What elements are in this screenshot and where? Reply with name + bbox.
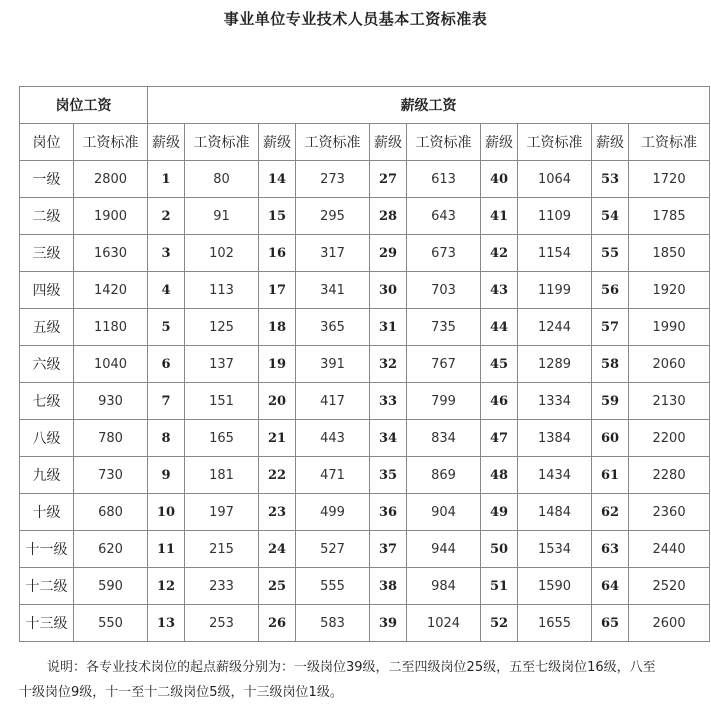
standard-column-header: 工资标准: [407, 124, 481, 161]
grade-pay-cell: 499: [296, 494, 370, 531]
grade-level-cell: 54: [592, 198, 629, 235]
grade-pay-cell: 137: [185, 346, 259, 383]
grade-level-cell: 42: [481, 235, 518, 272]
position-level-cell: 一级: [20, 161, 74, 198]
grade-level-cell: 26: [259, 605, 296, 642]
grade-level-cell: 63: [592, 531, 629, 568]
grade-pay-cell: 1064: [518, 161, 592, 198]
grade-pay-cell: 471: [296, 457, 370, 494]
grade-pay-cell: 984: [407, 568, 481, 605]
grade-level-cell: 23: [259, 494, 296, 531]
level-column-header: 薪级: [370, 124, 407, 161]
grade-level-cell: 64: [592, 568, 629, 605]
grade-pay-cell: 869: [407, 457, 481, 494]
table-row: [20, 420, 710, 457]
footnote-line: 说明：各专业技术岗位的起点薪级分别为：一级岗位39级，二至四级岗位25级，五至七级岗位16级，八至: [47, 660, 656, 675]
grade-pay-cell: 1199: [518, 272, 592, 309]
grade-level-cell: 40: [481, 161, 518, 198]
grade-level-cell: 57: [592, 309, 629, 346]
grade-level-cell: 44: [481, 309, 518, 346]
position-level-cell: 十三级: [20, 605, 74, 642]
grade-pay-cell: 1534: [518, 531, 592, 568]
grade-level-cell: 50: [481, 531, 518, 568]
position-level-cell: 十一级: [20, 531, 74, 568]
grade-pay-cell: 125: [185, 309, 259, 346]
grade-level-cell: 1: [148, 161, 185, 198]
grade-pay-cell: 165: [185, 420, 259, 457]
position-level-cell: 九级: [20, 457, 74, 494]
position-pay-cell: 930: [74, 383, 148, 420]
grade-level-cell: 17: [259, 272, 296, 309]
grade-level-cell: 13: [148, 605, 185, 642]
grade-pay-cell: 233: [185, 568, 259, 605]
grade-pay-cell: 151: [185, 383, 259, 420]
grade-pay-cell: 904: [407, 494, 481, 531]
grade-level-cell: 8: [148, 420, 185, 457]
grade-level-cell: 30: [370, 272, 407, 309]
grade-pay-cell: 2360: [629, 494, 710, 531]
grade-level-cell: 58: [592, 346, 629, 383]
table-row: [20, 383, 710, 420]
position-level-cell: 八级: [20, 420, 74, 457]
grade-level-cell: 51: [481, 568, 518, 605]
grade-pay-cell: 1334: [518, 383, 592, 420]
grade-level-cell: 41: [481, 198, 518, 235]
grade-level-cell: 45: [481, 346, 518, 383]
grade-pay-cell: 799: [407, 383, 481, 420]
grade-level-cell: 49: [481, 494, 518, 531]
grade-level-cell: 43: [481, 272, 518, 309]
grade-level-cell: 52: [481, 605, 518, 642]
grade-pay-cell: 2130: [629, 383, 710, 420]
grade-pay-cell: 1154: [518, 235, 592, 272]
grade-level-cell: 5: [148, 309, 185, 346]
position-pay-cell: 1040: [74, 346, 148, 383]
standard-column-header: 工资标准: [629, 124, 710, 161]
position-level-cell: 四级: [20, 272, 74, 309]
standard-column-header: 工资标准: [518, 124, 592, 161]
grade-level-cell: 32: [370, 346, 407, 383]
position-level-cell: 三级: [20, 235, 74, 272]
position-pay-cell: 780: [74, 420, 148, 457]
grade-level-cell: 3: [148, 235, 185, 272]
grade-level-cell: 56: [592, 272, 629, 309]
grade-level-cell: 47: [481, 420, 518, 457]
grade-pay-cell: 102: [185, 235, 259, 272]
grade-level-cell: 39: [370, 605, 407, 642]
grade-pay-cell: 317: [296, 235, 370, 272]
grade-pay-cell: 1785: [629, 198, 710, 235]
footnote: [19, 655, 699, 705]
position-level-cell: 十级: [20, 494, 74, 531]
grade-pay-cell: 555: [296, 568, 370, 605]
table-row: [20, 198, 710, 235]
grade-pay-cell: 1720: [629, 161, 710, 198]
grade-level-cell: 35: [370, 457, 407, 494]
table-row: [20, 494, 710, 531]
grade-pay-cell: 181: [185, 457, 259, 494]
position-pay-cell: 1630: [74, 235, 148, 272]
grade-pay-cell: 80: [185, 161, 259, 198]
grade-pay-cell: 944: [407, 531, 481, 568]
salary-table: [19, 86, 710, 642]
grade-level-cell: 20: [259, 383, 296, 420]
grade-pay-cell: 2060: [629, 346, 710, 383]
grade-pay-cell: 341: [296, 272, 370, 309]
position-pay-cell: 590: [74, 568, 148, 605]
grade-level-cell: 33: [370, 383, 407, 420]
footnote-line: 十级岗位9级，十一至十二级岗位5级，十三级岗位1级。: [19, 685, 343, 700]
table-row: [20, 161, 710, 198]
grade-pay-cell: 735: [407, 309, 481, 346]
grade-level-cell: 28: [370, 198, 407, 235]
table-row: [20, 568, 710, 605]
grade-pay-cell: 91: [185, 198, 259, 235]
grade-pay-cell: 253: [185, 605, 259, 642]
grade-level-cell: 55: [592, 235, 629, 272]
level-column-header: 薪级: [481, 124, 518, 161]
position-pay-cell: 680: [74, 494, 148, 531]
position-pay-cell: 620: [74, 531, 148, 568]
grade-pay-cell: 1024: [407, 605, 481, 642]
grade-pay-cell: 613: [407, 161, 481, 198]
grade-pay-cell: 443: [296, 420, 370, 457]
grade-level-cell: 59: [592, 383, 629, 420]
grade-level-cell: 15: [259, 198, 296, 235]
grade-level-cell: 9: [148, 457, 185, 494]
level-column-header: 薪级: [592, 124, 629, 161]
grade-level-cell: 10: [148, 494, 185, 531]
grade-pay-cell: 1850: [629, 235, 710, 272]
grade-pay-cell: 1484: [518, 494, 592, 531]
grade-level-cell: 48: [481, 457, 518, 494]
grade-pay-cell: 215: [185, 531, 259, 568]
grade-pay-cell: 1434: [518, 457, 592, 494]
grade-pay-cell: 1990: [629, 309, 710, 346]
grade-pay-cell: 703: [407, 272, 481, 309]
grade-pay-cell: 527: [296, 531, 370, 568]
grade-level-cell: 46: [481, 383, 518, 420]
grade-pay-cell: 2200: [629, 420, 710, 457]
table-row: [20, 457, 710, 494]
grade-level-cell: 6: [148, 346, 185, 383]
level-column-header: 薪级: [148, 124, 185, 161]
grade-level-cell: 11: [148, 531, 185, 568]
grade-level-cell: 61: [592, 457, 629, 494]
page-title: 事业单位专业技术人员基本工资标准表: [223, 10, 488, 28]
table-row: [20, 309, 710, 346]
grade-level-cell: 21: [259, 420, 296, 457]
grade-pay-cell: 1384: [518, 420, 592, 457]
position-pay-cell: 1900: [74, 198, 148, 235]
grade-level-cell: 7: [148, 383, 185, 420]
position-level-cell: 十二级: [20, 568, 74, 605]
grade-level-cell: 34: [370, 420, 407, 457]
grade-level-cell: 29: [370, 235, 407, 272]
grade-level-cell: 38: [370, 568, 407, 605]
position-level-cell: 六级: [20, 346, 74, 383]
grade-level-cell: 14: [259, 161, 296, 198]
table-row: [20, 531, 710, 568]
position-level-cell: 五级: [20, 309, 74, 346]
grade-pay-cell: 2440: [629, 531, 710, 568]
grade-level-cell: 24: [259, 531, 296, 568]
position-column-header: 岗位: [20, 124, 74, 161]
table-row: [20, 346, 710, 383]
grade-level-cell: 36: [370, 494, 407, 531]
grade-level-cell: 16: [259, 235, 296, 272]
grade-pay-cell: 391: [296, 346, 370, 383]
grade-pay-cell: 834: [407, 420, 481, 457]
grade-pay-cell: 1109: [518, 198, 592, 235]
grade-level-cell: 12: [148, 568, 185, 605]
grade-level-cell: 31: [370, 309, 407, 346]
grade-level-cell: 4: [148, 272, 185, 309]
grade-pay-cell: 673: [407, 235, 481, 272]
grade-salary-group-header: 薪级工资: [148, 87, 710, 124]
grade-level-cell: 18: [259, 309, 296, 346]
position-level-cell: 二级: [20, 198, 74, 235]
position-salary-group-header: 岗位工资: [20, 87, 148, 124]
standard-column-header: 工资标准: [74, 124, 148, 161]
grade-level-cell: 22: [259, 457, 296, 494]
grade-level-cell: 60: [592, 420, 629, 457]
grade-level-cell: 27: [370, 161, 407, 198]
grade-level-cell: 53: [592, 161, 629, 198]
grade-pay-cell: 113: [185, 272, 259, 309]
grade-level-cell: 65: [592, 605, 629, 642]
grade-pay-cell: 417: [296, 383, 370, 420]
grade-pay-cell: 583: [296, 605, 370, 642]
position-pay-cell: 550: [74, 605, 148, 642]
grade-pay-cell: 767: [407, 346, 481, 383]
table-row: [20, 605, 710, 642]
grade-level-cell: 25: [259, 568, 296, 605]
grade-pay-cell: 1655: [518, 605, 592, 642]
grade-level-cell: 2: [148, 198, 185, 235]
position-pay-cell: 1420: [74, 272, 148, 309]
position-pay-cell: 1180: [74, 309, 148, 346]
grade-pay-cell: 1590: [518, 568, 592, 605]
position-level-cell: 七级: [20, 383, 74, 420]
level-column-header: 薪级: [259, 124, 296, 161]
grade-pay-cell: 643: [407, 198, 481, 235]
grade-pay-cell: 1289: [518, 346, 592, 383]
standard-column-header: 工资标准: [296, 124, 370, 161]
position-pay-cell: 730: [74, 457, 148, 494]
grade-pay-cell: 2600: [629, 605, 710, 642]
grade-pay-cell: 2280: [629, 457, 710, 494]
grade-level-cell: 19: [259, 346, 296, 383]
table-row: [20, 235, 710, 272]
grade-pay-cell: 295: [296, 198, 370, 235]
grade-pay-cell: 365: [296, 309, 370, 346]
table-row: [20, 272, 710, 309]
grade-level-cell: 37: [370, 531, 407, 568]
standard-column-header: 工资标准: [185, 124, 259, 161]
grade-pay-cell: 1920: [629, 272, 710, 309]
grade-pay-cell: 273: [296, 161, 370, 198]
grade-level-cell: 62: [592, 494, 629, 531]
grade-pay-cell: 2520: [629, 568, 710, 605]
grade-pay-cell: 1244: [518, 309, 592, 346]
grade-pay-cell: 197: [185, 494, 259, 531]
position-pay-cell: 2800: [74, 161, 148, 198]
